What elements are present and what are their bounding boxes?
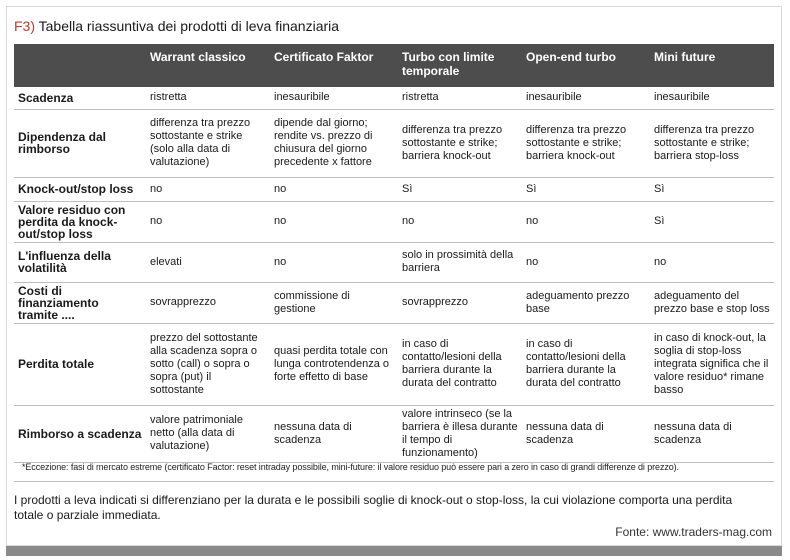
row-header: Knock-out/stop loss [14, 177, 146, 201]
column-header: Warrant classico [146, 44, 270, 87]
table-cell: no [270, 242, 398, 282]
table-row [14, 109, 774, 177]
table-cell: Sì [522, 177, 650, 201]
table-cell: solo in prossimità della barriera [398, 242, 522, 282]
header-corner [14, 44, 146, 87]
table-cell: Sì [650, 177, 774, 201]
divider [14, 481, 774, 482]
bottom-bar [6, 546, 782, 556]
table-row [14, 405, 774, 462]
table-cell: elevati [146, 242, 270, 282]
table-row [14, 177, 774, 201]
table-cell: adeguamento prezzo base [522, 282, 650, 323]
table-cell: differenza tra prezzo sottostante e strike; barriera stop-loss [650, 109, 774, 177]
table-header-row [14, 44, 774, 87]
row-header: Perdita totale [14, 323, 146, 405]
table-cell: differenza tra prezzo sottostante e strike; barriera knock-out [398, 109, 522, 177]
table-cell: commissione di gestione [270, 282, 398, 323]
table-cell: quasi perdita totale con lunga controtendenza o forte effetto di base [270, 323, 398, 405]
table-row [14, 282, 774, 323]
column-header: Turbo con limite temporale [398, 44, 522, 87]
summary-text: I prodotti a leva indicati si differenziano per la durata e le possibili soglie di knock-out o stop-loss, la cui violazione comporta una perdita totale o parziale immediata. [14, 493, 733, 522]
table-cell: nessuna data di scadenza [650, 405, 774, 462]
table-cell: no [146, 177, 270, 201]
leverage-products-table [14, 44, 774, 463]
row-header: Dipendenza dal rimborso [14, 109, 146, 177]
table-row [14, 87, 774, 109]
table-cell: no [146, 201, 270, 242]
table-cell: sovrapprezzo [398, 282, 522, 323]
figure-code: F3) [14, 18, 35, 34]
table-cell: inesauribile [270, 87, 398, 109]
table-cell: no [522, 201, 650, 242]
table-cell: in caso di knock-out, la soglia di stop-loss integrata significa che il valore residuo* rimane basso [650, 323, 774, 405]
row-header: Valore residuo con perdita da knock-out/stop loss [14, 201, 146, 242]
table-cell: in caso di contatto/lesioni della barriera durante la durata del contratto [398, 323, 522, 405]
row-header: Scadenza [14, 87, 146, 109]
table-cell: in caso di contatto/lesioni della barriera durante la durata del contratto [522, 323, 650, 405]
table-cell: no [270, 177, 398, 201]
figure-title-text: Tabella riassuntiva dei prodotti di leva finanziaria [38, 18, 340, 34]
table-cell: nessuna data di scadenza [270, 405, 398, 462]
table-cell: Sì [650, 201, 774, 242]
table-cell: differenza tra prezzo sottostante e strike (solo alla data di valutazione) [146, 109, 270, 177]
source-credit: Fonte: www.traders-mag.com [615, 525, 772, 539]
table-cell: no [522, 242, 650, 282]
table-cell: ristretta [398, 87, 522, 109]
row-header: Costi di finanziamento tramite .... [14, 282, 146, 323]
table-cell: inesauribile [650, 87, 774, 109]
table-cell: Sì [398, 177, 522, 201]
table-cell: dipende dal giorno; rendite vs. prezzo di chiusura del giorno precedente x fattore [270, 109, 398, 177]
row-header: Rimborso a scadenza [14, 405, 146, 462]
table-cell: no [650, 242, 774, 282]
column-header: Certificato Faktor [270, 44, 398, 87]
table-cell: ristretta [146, 87, 270, 109]
table-cell: valore patrimoniale netto (alla data di valutazione) [146, 405, 270, 462]
footnote: *Eccezione: fasi di mercato estreme (certificato Factor: reset intraday possibile, mini-future: il valore residuo può essere pari a zero in caso di grandi differenze di prezzo). [22, 462, 679, 472]
table-row [14, 242, 774, 282]
figure-title [14, 18, 339, 34]
table-cell: adeguamento del prezzo base e stop loss [650, 282, 774, 323]
table-row [14, 323, 774, 405]
table-cell: sovrapprezzo [146, 282, 270, 323]
row-header: L'influenza della volatilità [14, 242, 146, 282]
table-cell: prezzo del sottostante alla scadenza sopra o sotto (call) o sopra o sopra (put) il sottostante [146, 323, 270, 405]
column-header: Mini future [650, 44, 774, 87]
table-cell: differenza tra prezzo sottostante e strike; barriera knock-out [522, 109, 650, 177]
table-cell: no [398, 201, 522, 242]
table-cell: nessuna data di scadenza [522, 405, 650, 462]
table-cell: inesauribile [522, 87, 650, 109]
table-cell: no [270, 201, 398, 242]
column-header: Open-end turbo [522, 44, 650, 87]
table-cell: valore intrinseco (se la barriera è illesa durante il tempo di funzionamento) [398, 405, 522, 462]
table-row [14, 201, 774, 242]
